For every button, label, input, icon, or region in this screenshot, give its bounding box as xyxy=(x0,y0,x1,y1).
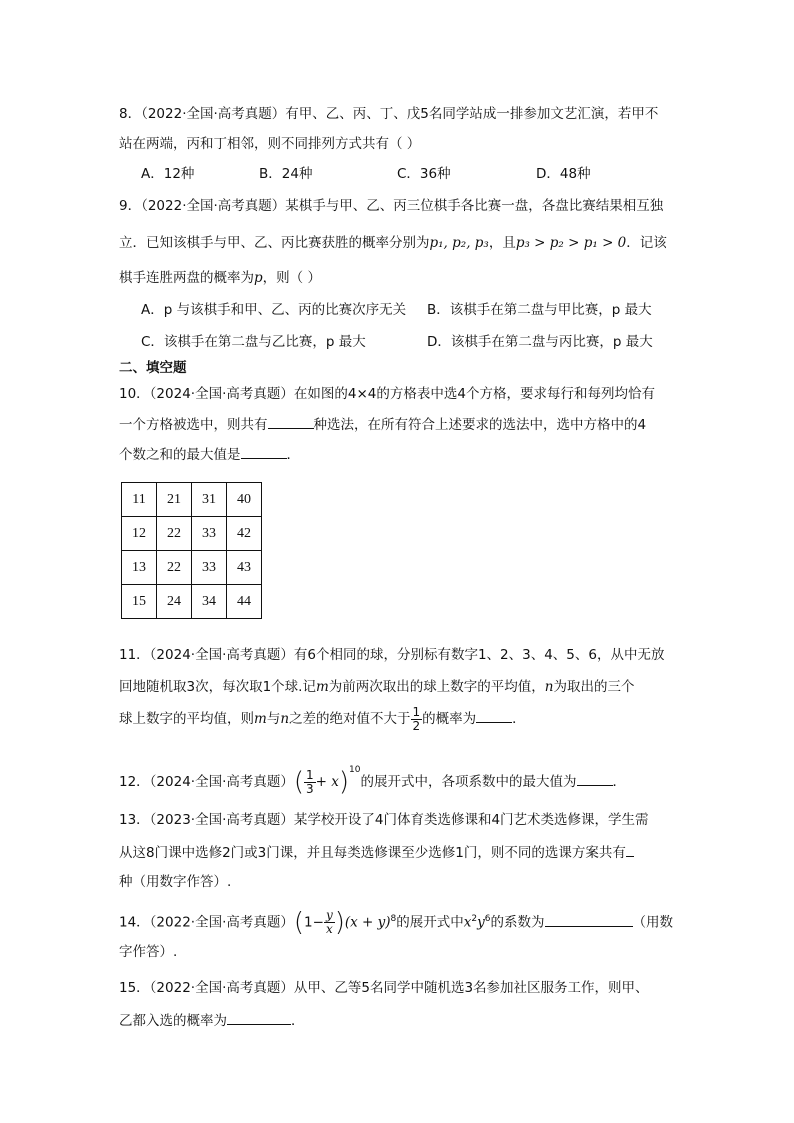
answer-blank xyxy=(577,771,613,786)
q10-line2: 一个方格被选中，则共有 种选法，在所有符合上述要求的选法中，选中方格中的4 xyxy=(119,414,646,435)
fraction: $\frac{1}{3}$ xyxy=(306,767,314,796)
q15-line1: 15．（2022·全国·高考真题）从甲、乙等5名同学中随机选3名参加社区服务工作，则甲、 xyxy=(119,980,649,996)
q14-line1: 14．（2022·全国·高考真题）(1− $\frac{y}{x}$ )$(x + y)^8$的展开式中$x^2y^6$的系数为 （用数 xyxy=(119,907,674,938)
grid-cell: 34 xyxy=(192,585,227,619)
q9-option-a: A．p 与该棋手和甲、乙、丙的比赛次序无关 xyxy=(141,302,407,318)
q10-line1: 10．（2024·全国·高考真题）在如图的4×4的方格表中选4个方格，要求每行和每列均恰有 xyxy=(119,386,655,402)
q11-line2: 回地随机取3次，每次取1个球.记m为前两次取出的球上数字的平均值，n为取出的三个 xyxy=(119,679,635,695)
q11-line3: 球上数字的平均值，则m与n之差的绝对值不大于 $\frac{1}{2}$ 的概率为 ． xyxy=(119,704,526,733)
q13-line3: 种（用数字作答）. xyxy=(119,874,232,890)
grid-cell: 13 xyxy=(122,551,157,585)
fraction: $\frac{y}{x}$ xyxy=(325,908,333,936)
q8-option-c: C．36种 xyxy=(397,166,451,182)
grid-cell: 22 xyxy=(157,551,192,585)
grid-cell: 15 xyxy=(122,585,157,619)
q9-line2: 立．已知该棋手与甲、乙、丙比赛获胜的概率分别为p₁, p₂, p₃，且p₃ > p₂ > p₁ > 0．记该 xyxy=(119,235,667,251)
grid-row xyxy=(122,483,262,517)
q9-option-d: D．该棋手在第二盘与丙比赛，p 最大 xyxy=(427,334,653,350)
q9-line1: 9．（2022·全国·高考真题）某棋手与甲、乙、丙三位棋手各比赛一盘，各盘比赛结果相互独 xyxy=(119,198,664,214)
q13-line1: 13．（2023·全国·高考真题）某学校开设了4门体育类选修课和4门艺术类选修课，学生需 xyxy=(119,812,649,828)
grid-cell: 11 xyxy=(122,483,157,517)
number-grid xyxy=(121,482,262,619)
answer-blank xyxy=(545,912,633,927)
q8-option-d: D．48种 xyxy=(536,166,591,182)
grid-cell: 22 xyxy=(157,517,192,551)
q12-line: 12．（2024·全国·高考真题）( $\frac{1}{3}$ + x)$^{10}$的展开式中，各项系数中的最大值为 ． xyxy=(119,765,626,797)
grid-cell: 40 xyxy=(227,483,262,517)
q8-line1: 8．（2022·全国·高考真题）有甲、乙、丙、丁、戊5名同学站成一排参加文艺汇演，若甲不 xyxy=(119,106,659,122)
q9-option-b: B．该棋手在第二盘与甲比赛，p 最大 xyxy=(427,302,652,318)
fraction: $\frac{1}{2}$ xyxy=(412,704,421,733)
grid-row xyxy=(122,585,262,619)
q10-line3: 个数之和的最大值是 ． xyxy=(119,444,300,465)
q8-line2: 站在两端，丙和丁相邻，则不同排列方式共有（ ） xyxy=(119,136,421,152)
answer-blank xyxy=(227,1010,291,1025)
grid-cell: 43 xyxy=(227,551,262,585)
answer-blank xyxy=(626,842,634,857)
q11-line1: 11．（2024·全国·高考真题）有6个相同的球，分别标有数字1、2、3、4、5、6，从中无放 xyxy=(119,647,665,663)
grid-cell: 33 xyxy=(192,517,227,551)
grid-cell: 44 xyxy=(227,585,262,619)
section-heading: 二、填空题 xyxy=(119,360,187,376)
q9-option-c: C．该棋手在第二盘与乙比赛，p 最大 xyxy=(141,334,366,350)
grid-row xyxy=(122,551,262,585)
grid-row xyxy=(122,517,262,551)
q15-line2: 乙都入选的概率为 ． xyxy=(119,1010,305,1031)
answer-blank xyxy=(241,444,287,459)
grid-cell: 12 xyxy=(122,517,157,551)
q13-line2: 从这8门课中选修2门或3门课，并且每类选修课至少选修1门，则不同的选课方案共有 xyxy=(119,842,634,863)
q8-option-b: B．24种 xyxy=(259,166,313,182)
q14-line2: 字作答）. xyxy=(119,944,178,960)
grid-cell: 33 xyxy=(192,551,227,585)
answer-blank xyxy=(476,708,512,723)
q8-option-a: A．12种 xyxy=(141,166,195,182)
grid-cell: 21 xyxy=(157,483,192,517)
grid-cell: 31 xyxy=(192,483,227,517)
grid-cell: 24 xyxy=(157,585,192,619)
q9-line3: 棋手连胜两盘的概率为p，则（ ） xyxy=(119,270,321,286)
grid-cell: 42 xyxy=(227,517,262,551)
answer-blank xyxy=(268,414,314,429)
